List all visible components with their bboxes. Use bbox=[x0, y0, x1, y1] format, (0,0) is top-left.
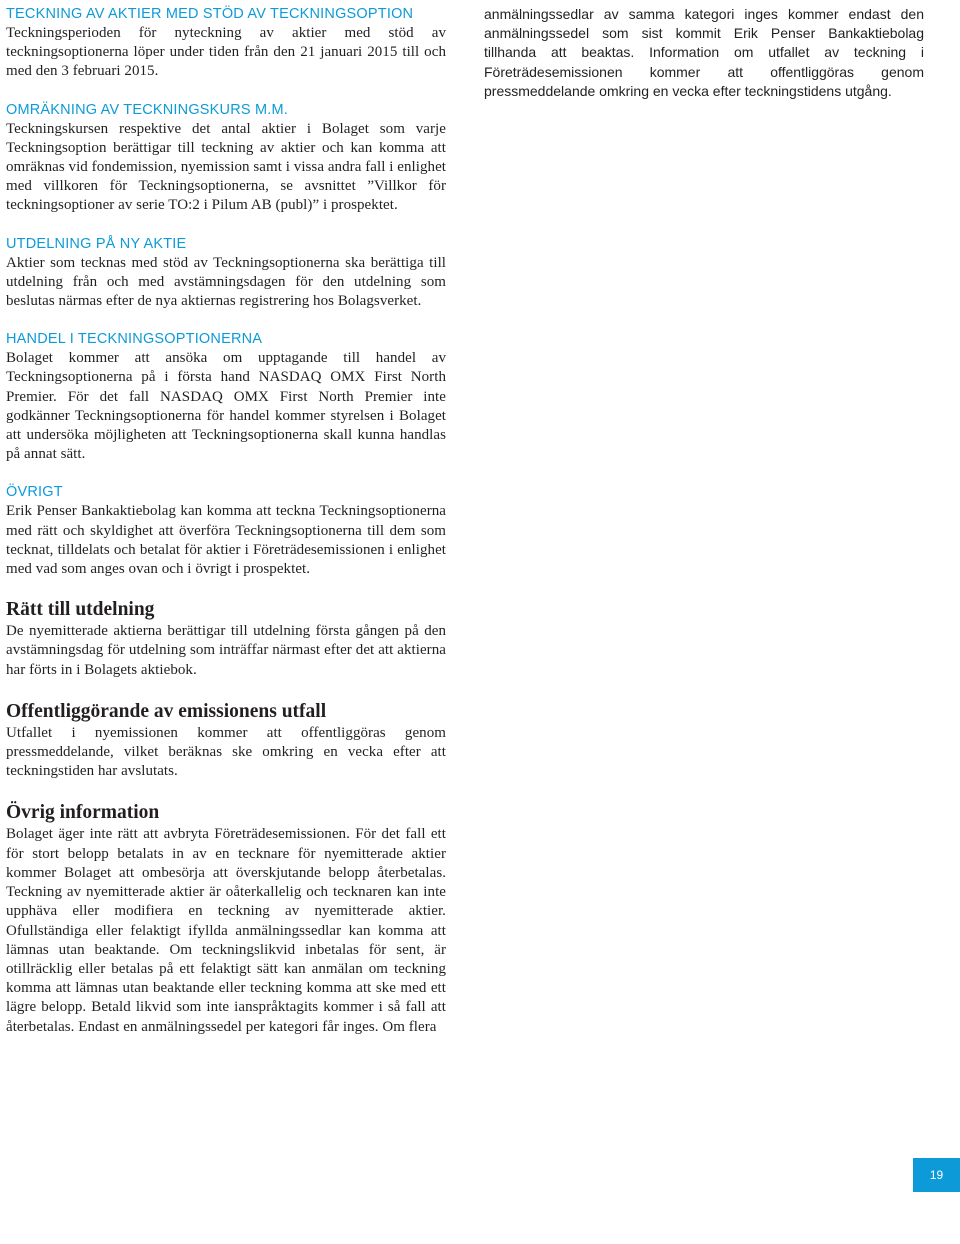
section-title: Övrig information bbox=[6, 802, 160, 824]
section-heading: TECKNING AV AKTIER MED STÖD AV TECKNINGSOPTION bbox=[6, 6, 414, 22]
continued-paragraph: anmälningssedlar av samma kategori inges kommer endast den anmälningssedel som sist kommit Erik Penser Bankaktiebolag tillhanda att beaktas. Information om utfallet av teckning i Företrädesemissionen kommer att offentliggöras genom pressmeddelande omkring en vecka efter teckningstidens utgång. bbox=[484, 6, 924, 99]
section-body: De nyemitterade aktierna berättigar till utdelning första gången på den avstämningsdag för utdelning som inträffar närmast efter det att aktierna har förts in i Bolagets aktiebok. bbox=[6, 623, 446, 678]
page-number-badge bbox=[913, 1158, 960, 1192]
section-teckning bbox=[6, 5, 446, 82]
right-column bbox=[484, 5, 924, 101]
section-heading: UTDELNING PÅ NY AKTIE bbox=[6, 235, 187, 252]
section-body: Erik Penser Bankaktiebolag kan komma att teckna Teckningsoptionerna med rätt och skyldighet att överföra Teckningsoptionerna till dem som tecknat, tilldelats och betalat för aktier i Företrädesemissionen i enlighet med vad som anges ovan och i övrigt i prospektet. bbox=[6, 503, 446, 578]
section-body: Utfallet i nyemissionen kommer att offentliggöras genom pressmeddelande, vilket beräknas ske omkring en vecka efter att teckningstiden har avslutats. bbox=[6, 724, 446, 780]
section-title: Rätt till utdelning bbox=[6, 599, 155, 621]
section-body: Teckningskursen respektive det antal aktier i Bolaget som varje Teckningsoption berättigar till teckning av aktier och kan komma att omräknas vid fondemission, nyemission samt i vissa andra fall i enlighet med villkoren för Teckningsoptionerna, se avsnittet ”Villkor för teckningsoptioner av serie TO:2 i Pilum AB (publ)” i prospektet. bbox=[6, 120, 446, 214]
section-heading: OMRÄKNING AV TECKNINGSKURS M.M. bbox=[6, 101, 289, 118]
section-offentliggorande bbox=[6, 700, 446, 782]
section-body: Bolaget kommer att ansöka om upptagande till handel av Teckningsoptionerna på i första hand NASDAQ OMX First North Premier. För det fall NASDAQ OMX First North Premier inte godkänner Teckningsoptionerna för handel kommer styrelsen i Bolaget att undersöka möjligheten att Teckningsoptionerna skall kunna handlas på annat sätt. bbox=[6, 350, 446, 463]
section-omrakning bbox=[6, 101, 446, 216]
page-number: 19 bbox=[929, 1168, 944, 1182]
section-body: Teckningsperioden för nyteckning av aktier med stöd av teckningsoptionerna löper under tiden från den 21 januari 2015 till och med den 3 februari 2015. bbox=[6, 25, 446, 80]
section-handel bbox=[6, 330, 446, 464]
section-title: Offentliggörande av emissionens utfall bbox=[6, 700, 327, 722]
section-ovrigt bbox=[6, 483, 446, 579]
section-utdelning bbox=[6, 235, 446, 312]
section-ratt-till-utdelning bbox=[6, 598, 446, 680]
left-column bbox=[6, 5, 446, 1057]
section-heading: HANDEL I TECKNINGSOPTIONERNA bbox=[6, 331, 263, 348]
section-body: Aktier som tecknas med stöd av Teckningsoptionerna ska berättiga till utdelning från och med avstämningsdagen för den utdelning som beslutas närmas efter de nya aktiernas registrering hos Bolagsverket. bbox=[6, 254, 446, 310]
section-heading: ÖVRIGT bbox=[6, 484, 63, 501]
section-body: Bolaget äger inte rätt att avbryta Företrädesemissionen. För det fall ett för stort belopp betalats in av en tecknare för nyemitterade aktier kommer Bolaget att ombesörja att överskjutande belopp återbetalas. Teckning av nyemitterade aktier är oåterkallelig och tecknaren kan inte upphäva eller modifiera en teckning av nyemitterade aktier. Ofullständiga eller felaktigt ifyllda anmälningssedlar kan komma att lämnas utan beaktande. Om teckningslikvid inbetalas för sent, är otillräcklig eller betalas på ett felaktigt sätt kan anmälan om teckning komma att lämnas utan beaktande eller teckning komma att ske med ett lägre belopp. Betald likvid som inte ianspråktagits kommer i så fall att återbetalas. Endast en anmälningssedel per kategori får inges. Om flera bbox=[6, 826, 446, 1035]
section-ovrig-information bbox=[6, 801, 446, 1036]
